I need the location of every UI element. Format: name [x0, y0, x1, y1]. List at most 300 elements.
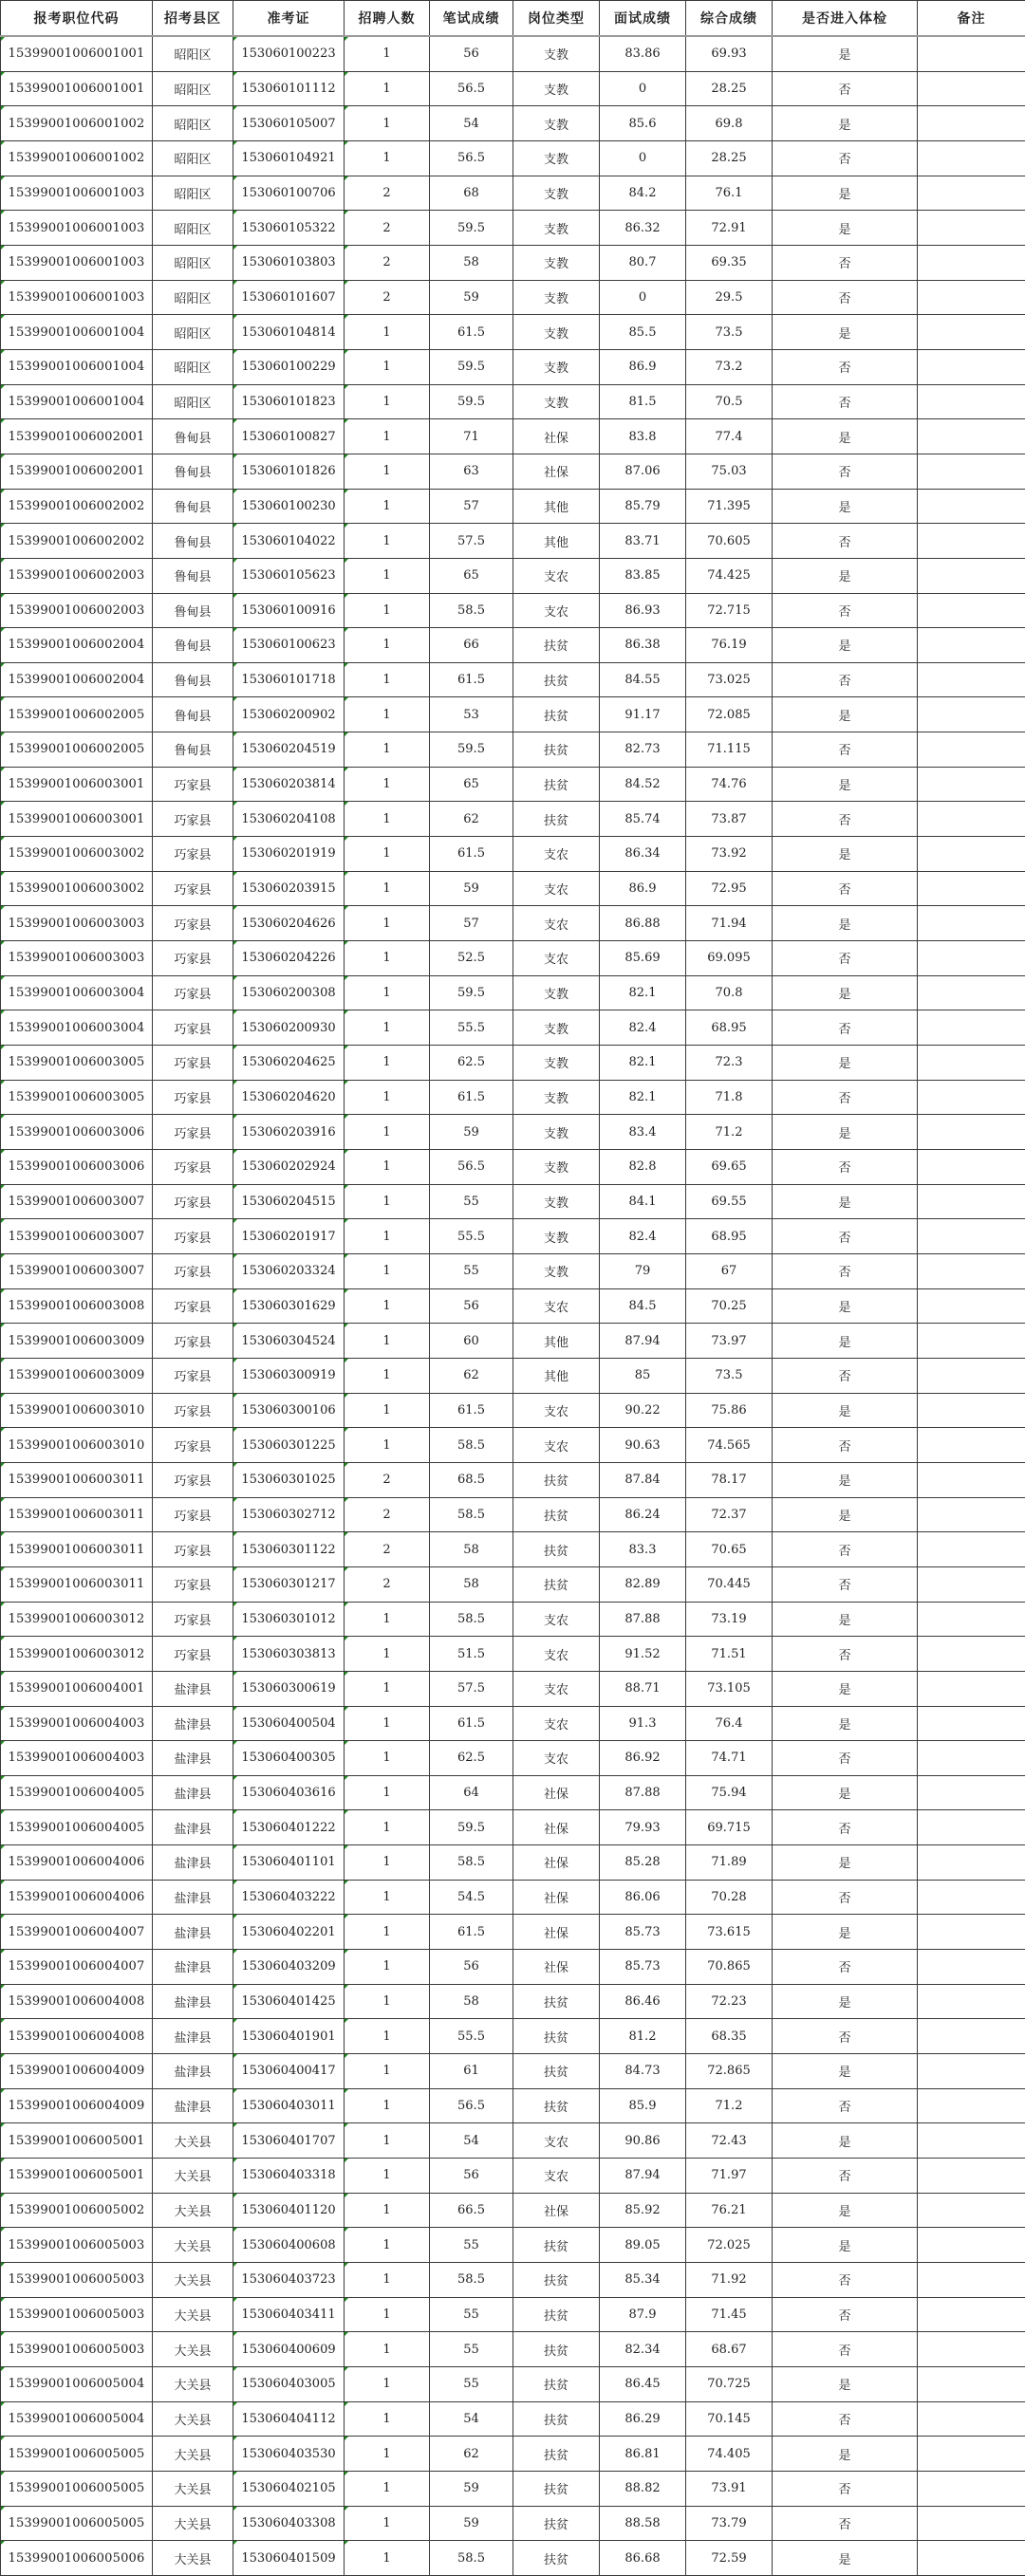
cell-position-code: 15399001006003003 — [1, 941, 153, 976]
cell-hiring-count: 1 — [345, 2123, 430, 2159]
cell-physical-exam: 是 — [773, 2123, 918, 2159]
table-row — [1, 1393, 1025, 1428]
cell-position-type: 扶贫 — [513, 1566, 600, 1602]
cell-admission-ticket: 153060203324 — [233, 1253, 345, 1288]
cell-hiring-count: 1 — [345, 871, 430, 906]
cell-written-score: 65 — [430, 558, 513, 593]
cell-position-code: 15399001006005004 — [1, 2366, 153, 2401]
cell-county: 昭阳区 — [153, 280, 233, 315]
cell-remarks — [918, 1324, 1025, 1359]
cell-remarks — [918, 2297, 1025, 2332]
table-row — [1, 419, 1025, 454]
cell-county: 鲁甸县 — [153, 593, 233, 628]
cell-total-score: 73.5 — [686, 315, 773, 350]
cell-physical-exam: 是 — [773, 176, 918, 211]
cell-position-type: 扶贫 — [513, 2437, 600, 2472]
table-row — [1, 558, 1025, 593]
cell-position-type: 社保 — [513, 1810, 600, 1845]
cell-interview-score: 82.1 — [600, 1080, 686, 1115]
table-row — [1, 315, 1025, 350]
cell-interview-score: 86.46 — [600, 1984, 686, 2019]
table-row — [1, 802, 1025, 837]
cell-county: 盐津县 — [153, 1984, 233, 2019]
cell-position-code: 15399001006004001 — [1, 1671, 153, 1706]
cell-total-score: 73.025 — [686, 662, 773, 697]
cell-written-score: 57 — [430, 489, 513, 524]
cell-hiring-count: 1 — [345, 1602, 430, 1637]
cell-admission-ticket: 153060401222 — [233, 1810, 345, 1845]
cell-remarks — [918, 871, 1025, 906]
cell-position-code: 15399001006002004 — [1, 662, 153, 697]
cell-position-type: 支农 — [513, 2159, 600, 2194]
cell-remarks — [918, 2401, 1025, 2437]
cell-physical-exam: 否 — [773, 802, 918, 837]
cell-written-score: 59 — [430, 2471, 513, 2506]
table-row — [1, 1150, 1025, 1185]
cell-total-score: 72.3 — [686, 1046, 773, 1081]
cell-admission-ticket: 153060204108 — [233, 802, 345, 837]
cell-total-score: 74.565 — [686, 1428, 773, 1463]
cell-physical-exam: 否 — [773, 2159, 918, 2194]
cell-physical-exam: 否 — [773, 454, 918, 489]
cell-hiring-count: 2 — [345, 1497, 430, 1532]
cell-physical-exam: 是 — [773, 1046, 918, 1081]
cell-hiring-count: 1 — [345, 2159, 430, 2194]
cell-physical-exam: 是 — [773, 1845, 918, 1881]
cell-interview-score: 88.71 — [600, 1671, 686, 1706]
cell-position-type: 扶贫 — [513, 2054, 600, 2089]
cell-county: 大关县 — [153, 2159, 233, 2194]
cell-interview-score: 87.06 — [600, 454, 686, 489]
cell-position-type: 社保 — [513, 1845, 600, 1881]
cell-remarks — [918, 2506, 1025, 2541]
table-row — [1, 2471, 1025, 2506]
cell-remarks — [918, 1010, 1025, 1046]
cell-position-code: 15399001006001003 — [1, 280, 153, 315]
cell-county: 盐津县 — [153, 1775, 233, 1810]
header-county: 招考县区 — [153, 1, 233, 37]
cell-position-code: 15399001006003012 — [1, 1602, 153, 1637]
cell-county: 鲁甸县 — [153, 662, 233, 697]
cell-written-score: 61.5 — [430, 662, 513, 697]
cell-interview-score: 86.68 — [600, 2541, 686, 2576]
cell-admission-ticket: 153060304524 — [233, 1324, 345, 1359]
cell-position-type: 支教 — [513, 349, 600, 384]
table-row — [1, 489, 1025, 524]
cell-position-type: 扶贫 — [513, 2088, 600, 2123]
cell-county: 巧家县 — [153, 1428, 233, 1463]
cell-county: 鲁甸县 — [153, 524, 233, 559]
cell-interview-score: 86.81 — [600, 2437, 686, 2472]
cell-admission-ticket: 153060103803 — [233, 245, 345, 280]
cell-hiring-count: 1 — [345, 1637, 430, 1672]
cell-position-type: 支教 — [513, 211, 600, 246]
cell-position-code: 15399001006005003 — [1, 2228, 153, 2263]
cell-admission-ticket: 153060303813 — [233, 1637, 345, 1672]
cell-remarks — [918, 71, 1025, 106]
cell-position-code: 15399001006003009 — [1, 1358, 153, 1393]
cell-hiring-count: 1 — [345, 1393, 430, 1428]
cell-remarks — [918, 767, 1025, 802]
table-body — [1, 36, 1025, 2575]
cell-admission-ticket: 153060204626 — [233, 906, 345, 941]
cell-remarks — [918, 732, 1025, 768]
cell-interview-score: 81.5 — [600, 384, 686, 419]
cell-written-score: 58 — [430, 1566, 513, 1602]
cell-interview-score: 81.2 — [600, 2019, 686, 2054]
cell-total-score: 29.5 — [686, 280, 773, 315]
cell-total-score: 70.605 — [686, 524, 773, 559]
cell-interview-score: 83.71 — [600, 524, 686, 559]
cell-interview-score: 91.52 — [600, 1637, 686, 1672]
cell-admission-ticket: 153060302712 — [233, 1497, 345, 1532]
cell-physical-exam: 是 — [773, 1288, 918, 1324]
cell-position-code: 15399001006005003 — [1, 2332, 153, 2367]
cell-physical-exam: 是 — [773, 2193, 918, 2228]
cell-interview-score: 82.1 — [600, 1046, 686, 1081]
table-row — [1, 1462, 1025, 1497]
cell-written-score: 56.5 — [430, 2088, 513, 2123]
cell-remarks — [918, 419, 1025, 454]
cell-position-type: 支教 — [513, 975, 600, 1010]
cell-physical-exam: 否 — [773, 2263, 918, 2298]
cell-admission-ticket: 153060401101 — [233, 1845, 345, 1881]
cell-written-score: 56 — [430, 1288, 513, 1324]
cell-interview-score: 85.9 — [600, 2088, 686, 2123]
cell-position-code: 15399001006004006 — [1, 1880, 153, 1915]
cell-total-score: 72.95 — [686, 871, 773, 906]
cell-total-score: 69.8 — [686, 106, 773, 141]
cell-county: 昭阳区 — [153, 140, 233, 176]
cell-total-score: 75.94 — [686, 1775, 773, 1810]
header-position-code: 报考职位代码 — [1, 1, 153, 37]
cell-physical-exam: 是 — [773, 1497, 918, 1532]
cell-written-score: 52.5 — [430, 941, 513, 976]
cell-interview-score: 84.2 — [600, 176, 686, 211]
cell-hiring-count: 1 — [345, 1880, 430, 1915]
table-row — [1, 593, 1025, 628]
cell-hiring-count: 1 — [345, 2366, 430, 2401]
cell-remarks — [918, 1497, 1025, 1532]
cell-admission-ticket: 153060401707 — [233, 2123, 345, 2159]
cell-admission-ticket: 153060104022 — [233, 524, 345, 559]
cell-county: 巧家县 — [153, 1219, 233, 1254]
cell-admission-ticket: 153060100706 — [233, 176, 345, 211]
cell-physical-exam: 否 — [773, 1741, 918, 1776]
cell-remarks — [918, 349, 1025, 384]
cell-position-type: 扶贫 — [513, 2506, 600, 2541]
cell-written-score: 58.5 — [430, 2541, 513, 2576]
cell-interview-score: 88.58 — [600, 2506, 686, 2541]
cell-total-score: 73.19 — [686, 1602, 773, 1637]
cell-admission-ticket: 153060203915 — [233, 871, 345, 906]
cell-county: 鲁甸县 — [153, 732, 233, 768]
cell-admission-ticket: 153060100229 — [233, 349, 345, 384]
cell-physical-exam: 否 — [773, 593, 918, 628]
cell-county: 大关县 — [153, 2332, 233, 2367]
cell-total-score: 74.425 — [686, 558, 773, 593]
cell-admission-ticket: 153060402201 — [233, 1915, 345, 1950]
cell-position-code: 15399001006002003 — [1, 593, 153, 628]
cell-position-code: 15399001006004003 — [1, 1706, 153, 1741]
cell-physical-exam: 是 — [773, 211, 918, 246]
table-row — [1, 1219, 1025, 1254]
cell-admission-ticket: 153060100827 — [233, 419, 345, 454]
cell-physical-exam: 否 — [773, 2019, 918, 2054]
cell-total-score: 76.1 — [686, 176, 773, 211]
cell-hiring-count: 1 — [345, 2437, 430, 2472]
table-row — [1, 2193, 1025, 2228]
cell-interview-score: 0 — [600, 71, 686, 106]
cell-physical-exam: 是 — [773, 2054, 918, 2089]
cell-physical-exam: 是 — [773, 1915, 918, 1950]
cell-interview-score: 83.85 — [600, 558, 686, 593]
cell-hiring-count: 1 — [345, 732, 430, 768]
cell-admission-ticket: 153060100623 — [233, 628, 345, 663]
cell-physical-exam: 是 — [773, 558, 918, 593]
cell-position-code: 15399001006005002 — [1, 2193, 153, 2228]
cell-position-code: 15399001006004006 — [1, 1845, 153, 1881]
cell-position-type: 扶贫 — [513, 2297, 600, 2332]
cell-written-score: 56 — [430, 1950, 513, 1985]
cell-hiring-count: 1 — [345, 71, 430, 106]
cell-county: 盐津县 — [153, 1845, 233, 1881]
cell-interview-score: 85.74 — [600, 802, 686, 837]
cell-county: 鲁甸县 — [153, 697, 233, 732]
cell-hiring-count: 1 — [345, 975, 430, 1010]
cell-position-type: 支农 — [513, 2123, 600, 2159]
cell-county: 鲁甸县 — [153, 419, 233, 454]
cell-interview-score: 82.73 — [600, 732, 686, 768]
cell-position-type: 社保 — [513, 1880, 600, 1915]
cell-position-code: 15399001006003001 — [1, 802, 153, 837]
cell-hiring-count: 1 — [345, 2401, 430, 2437]
table-row — [1, 1602, 1025, 1637]
cell-total-score: 69.715 — [686, 1810, 773, 1845]
cell-position-type: 支教 — [513, 1150, 600, 1185]
cell-hiring-count: 1 — [345, 1184, 430, 1219]
cell-total-score: 73.5 — [686, 1358, 773, 1393]
cell-total-score: 70.725 — [686, 2366, 773, 2401]
cell-position-code: 15399001006003009 — [1, 1324, 153, 1359]
cell-hiring-count: 1 — [345, 2263, 430, 2298]
cell-interview-score: 88.82 — [600, 2471, 686, 2506]
cell-position-code: 15399001006002005 — [1, 732, 153, 768]
cell-position-code: 15399001006003010 — [1, 1393, 153, 1428]
cell-physical-exam: 否 — [773, 71, 918, 106]
cell-admission-ticket: 153060301217 — [233, 1566, 345, 1602]
cell-county: 盐津县 — [153, 1810, 233, 1845]
cell-admission-ticket: 153060105623 — [233, 558, 345, 593]
cell-written-score: 61 — [430, 2054, 513, 2089]
cell-written-score: 59 — [430, 1115, 513, 1150]
cell-remarks — [918, 2263, 1025, 2298]
cell-hiring-count: 1 — [345, 1115, 430, 1150]
cell-position-type: 扶贫 — [513, 732, 600, 768]
header-remarks: 备注 — [918, 1, 1025, 37]
table-row — [1, 1358, 1025, 1393]
cell-admission-ticket: 153060400504 — [233, 1706, 345, 1741]
header-total-score: 综合成绩 — [686, 1, 773, 37]
table-row — [1, 1741, 1025, 1776]
cell-remarks — [918, 1080, 1025, 1115]
cell-total-score: 68.95 — [686, 1219, 773, 1254]
cell-county: 大关县 — [153, 2263, 233, 2298]
cell-position-type: 扶贫 — [513, 2401, 600, 2437]
cell-position-code: 15399001006001001 — [1, 71, 153, 106]
cell-total-score: 75.03 — [686, 454, 773, 489]
cell-written-score: 63 — [430, 454, 513, 489]
cell-physical-exam: 否 — [773, 2297, 918, 2332]
cell-position-code: 15399001006001004 — [1, 349, 153, 384]
cell-hiring-count: 2 — [345, 1532, 430, 1567]
cell-county: 大关县 — [153, 2506, 233, 2541]
cell-county: 大关县 — [153, 2193, 233, 2228]
cell-physical-exam: 是 — [773, 697, 918, 732]
cell-position-code: 15399001006004003 — [1, 1741, 153, 1776]
cell-total-score: 70.25 — [686, 1288, 773, 1324]
cell-admission-ticket: 153060400305 — [233, 1741, 345, 1776]
cell-position-code: 15399001006003006 — [1, 1150, 153, 1185]
cell-physical-exam: 否 — [773, 662, 918, 697]
cell-admission-ticket: 153060105322 — [233, 211, 345, 246]
cell-total-score: 70.865 — [686, 1950, 773, 1985]
cell-position-code: 15399001006002002 — [1, 489, 153, 524]
cell-position-type: 支教 — [513, 1219, 600, 1254]
cell-remarks — [918, 36, 1025, 71]
cell-written-score: 58.5 — [430, 1428, 513, 1463]
cell-interview-score: 83.3 — [600, 1532, 686, 1567]
table-row — [1, 454, 1025, 489]
cell-hiring-count: 1 — [345, 384, 430, 419]
cell-county: 巧家县 — [153, 1566, 233, 1602]
cell-physical-exam: 是 — [773, 2366, 918, 2401]
cell-written-score: 62 — [430, 1358, 513, 1393]
cell-total-score: 71.395 — [686, 489, 773, 524]
cell-interview-score: 86.29 — [600, 2401, 686, 2437]
cell-hiring-count: 1 — [345, 558, 430, 593]
cell-physical-exam: 是 — [773, 2228, 918, 2263]
cell-remarks — [918, 2088, 1025, 2123]
cell-total-score: 69.095 — [686, 941, 773, 976]
cell-remarks — [918, 1358, 1025, 1393]
cell-position-code: 15399001006003002 — [1, 871, 153, 906]
cell-position-type: 扶贫 — [513, 2471, 600, 2506]
cell-position-type: 社保 — [513, 1950, 600, 1985]
table-row — [1, 2437, 1025, 2472]
cell-county: 盐津县 — [153, 1741, 233, 1776]
cell-remarks — [918, 1184, 1025, 1219]
cell-remarks — [918, 524, 1025, 559]
cell-hiring-count: 1 — [345, 1150, 430, 1185]
cell-interview-score: 85.28 — [600, 1845, 686, 1881]
cell-remarks — [918, 1393, 1025, 1428]
cell-written-score: 54.5 — [430, 1880, 513, 1915]
cell-physical-exam: 否 — [773, 140, 918, 176]
cell-position-code: 15399001006002001 — [1, 454, 153, 489]
cell-total-score: 74.405 — [686, 2437, 773, 2472]
cell-total-score: 28.25 — [686, 140, 773, 176]
cell-county: 巧家县 — [153, 837, 233, 872]
cell-county: 巧家县 — [153, 906, 233, 941]
table-row — [1, 2088, 1025, 2123]
cell-position-code: 15399001006003007 — [1, 1253, 153, 1288]
cell-admission-ticket: 153060200902 — [233, 697, 345, 732]
cell-hiring-count: 1 — [345, 1253, 430, 1288]
cell-remarks — [918, 1046, 1025, 1081]
cell-hiring-count: 1 — [345, 106, 430, 141]
cell-county: 巧家县 — [153, 1150, 233, 1185]
cell-remarks — [918, 1428, 1025, 1463]
cell-interview-score: 89.05 — [600, 2228, 686, 2263]
cell-hiring-count: 1 — [345, 454, 430, 489]
cell-position-code: 15399001006001004 — [1, 384, 153, 419]
cell-position-code: 15399001006003005 — [1, 1046, 153, 1081]
cell-total-score: 28.25 — [686, 71, 773, 106]
cell-position-type: 支教 — [513, 140, 600, 176]
cell-written-score: 62.5 — [430, 1741, 513, 1776]
table-row — [1, 871, 1025, 906]
cell-county: 巧家县 — [153, 1462, 233, 1497]
cell-physical-exam: 是 — [773, 1984, 918, 2019]
cell-county: 盐津县 — [153, 2088, 233, 2123]
cell-county: 大关县 — [153, 2228, 233, 2263]
cell-remarks — [918, 1915, 1025, 1950]
cell-position-code: 15399001006003006 — [1, 1115, 153, 1150]
cell-physical-exam: 否 — [773, 2401, 918, 2437]
cell-physical-exam: 否 — [773, 524, 918, 559]
cell-physical-exam: 否 — [773, 1010, 918, 1046]
cell-position-type: 其他 — [513, 489, 600, 524]
cell-interview-score: 84.5 — [600, 1288, 686, 1324]
cell-position-type: 支教 — [513, 106, 600, 141]
cell-written-score: 59.5 — [430, 384, 513, 419]
cell-position-code: 15399001006003002 — [1, 837, 153, 872]
table-row — [1, 106, 1025, 141]
cell-position-code: 15399001006005005 — [1, 2471, 153, 2506]
cell-position-type: 扶贫 — [513, 628, 600, 663]
cell-position-code: 15399001006001003 — [1, 176, 153, 211]
cell-interview-score: 86.9 — [600, 349, 686, 384]
cell-remarks — [918, 1950, 1025, 1985]
cell-total-score: 73.79 — [686, 2506, 773, 2541]
cell-remarks — [918, 558, 1025, 593]
cell-county: 巧家县 — [153, 975, 233, 1010]
cell-position-type: 支农 — [513, 1602, 600, 1637]
cell-hiring-count: 1 — [345, 593, 430, 628]
cell-admission-ticket: 153060100916 — [233, 593, 345, 628]
cell-position-type: 其他 — [513, 1358, 600, 1393]
cell-written-score: 58.5 — [430, 593, 513, 628]
cell-position-type: 支教 — [513, 315, 600, 350]
cell-remarks — [918, 1253, 1025, 1288]
cell-total-score: 72.43 — [686, 2123, 773, 2159]
cell-remarks — [918, 837, 1025, 872]
table-row — [1, 211, 1025, 246]
table-row — [1, 2541, 1025, 2576]
cell-physical-exam: 是 — [773, 1671, 918, 1706]
cell-remarks — [918, 2471, 1025, 2506]
cell-remarks — [918, 2366, 1025, 2401]
cell-hiring-count: 1 — [345, 1810, 430, 1845]
cell-hiring-count: 1 — [345, 1915, 430, 1950]
cell-written-score: 53 — [430, 697, 513, 732]
cell-position-type: 扶贫 — [513, 802, 600, 837]
cell-county: 大关县 — [153, 2401, 233, 2437]
cell-physical-exam: 否 — [773, 1880, 918, 1915]
cell-county: 鲁甸县 — [153, 489, 233, 524]
header-physical-exam: 是否进入体检 — [773, 1, 918, 37]
